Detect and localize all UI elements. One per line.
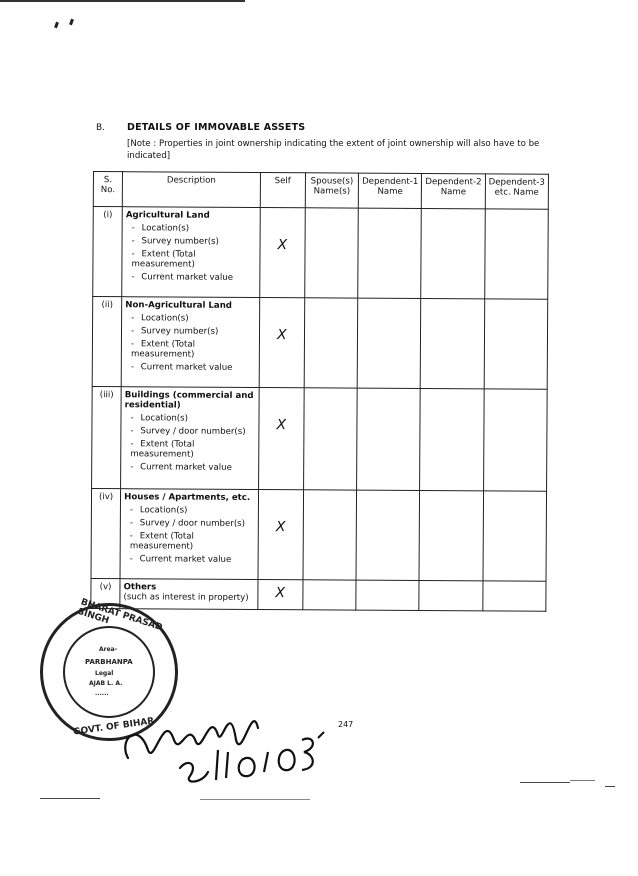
cross-mark: X bbox=[276, 417, 287, 434]
section-number: B. bbox=[96, 123, 106, 133]
header-sno: S. No. bbox=[93, 172, 122, 207]
row-description bbox=[122, 207, 260, 298]
seal-center-line: ...... bbox=[95, 690, 109, 697]
row-dependent-2 bbox=[421, 299, 485, 389]
row-dependent-1 bbox=[357, 388, 421, 490]
header-dependent-2: Dependent-2 Name bbox=[422, 174, 485, 209]
row-item: - Location(s) bbox=[124, 505, 255, 516]
row-dependent-2 bbox=[420, 389, 484, 491]
row-self bbox=[259, 298, 305, 388]
header-spouse: Spouse(s) Name(s) bbox=[305, 173, 358, 208]
row-description bbox=[120, 489, 258, 580]
row-dependent-1 bbox=[356, 580, 419, 610]
row-dependent-3 bbox=[483, 491, 547, 581]
row-title: Non-Agricultural Land bbox=[125, 300, 233, 311]
row-dependent-2 bbox=[419, 491, 483, 581]
header-self: Self bbox=[260, 173, 305, 208]
row-item: - Extent (Total measurement) bbox=[125, 339, 256, 360]
row-title: Houses / Apartments, etc. bbox=[124, 492, 251, 503]
row-item: - Current market value bbox=[124, 554, 255, 565]
cross-mark: X bbox=[276, 327, 287, 344]
table-row bbox=[92, 297, 548, 390]
scan-speck bbox=[69, 19, 74, 26]
scan-artifact bbox=[40, 798, 100, 799]
row-spouse bbox=[304, 298, 358, 388]
row-sno: (ii) bbox=[92, 297, 122, 387]
row-spouse bbox=[303, 580, 356, 610]
row-description bbox=[121, 387, 259, 490]
row-dependent-3 bbox=[482, 581, 546, 611]
scan-artifact bbox=[570, 780, 595, 781]
row-self bbox=[258, 388, 304, 490]
scan-speck bbox=[54, 22, 59, 29]
row-subtitle: (such as interest in property) bbox=[123, 592, 249, 603]
row-item: - Location(s) bbox=[125, 313, 256, 324]
row-dependent-3 bbox=[484, 209, 548, 299]
row-self bbox=[259, 208, 305, 298]
row-item: - Extent (Total measurement) bbox=[124, 531, 255, 552]
row-sno: (i) bbox=[93, 207, 123, 297]
row-item: - Extent (Total measurement) bbox=[124, 439, 255, 460]
scan-top-border bbox=[0, 0, 245, 2]
seal-center-line: PARBHANPA bbox=[85, 658, 133, 666]
row-spouse bbox=[303, 490, 357, 580]
row-title: Buildings (commercial and residential) bbox=[124, 390, 254, 411]
page-number: 247 bbox=[338, 720, 354, 729]
row-sno: (iii) bbox=[92, 386, 122, 488]
row-description bbox=[121, 297, 259, 388]
row-sno: (iv) bbox=[91, 488, 121, 578]
row-dependent-1 bbox=[357, 298, 421, 388]
seal-center-line: Legal bbox=[95, 670, 114, 677]
row-dependent-3 bbox=[484, 299, 548, 389]
row-dependent-2 bbox=[421, 209, 485, 299]
row-item: - Location(s) bbox=[126, 223, 257, 234]
handwritten-signature bbox=[118, 680, 338, 790]
seal-center-line: Area- bbox=[99, 646, 118, 653]
cross-mark: X bbox=[275, 585, 286, 602]
immovable-assets-table bbox=[90, 171, 549, 612]
row-dependent-1 bbox=[358, 208, 422, 298]
seal-ring-bottom-text: GOVT. OF BIHAR bbox=[72, 716, 155, 738]
table-row bbox=[93, 207, 549, 300]
row-title: Agricultural Land bbox=[125, 210, 210, 221]
cross-mark: X bbox=[275, 519, 286, 536]
row-item: - Survey / door number(s) bbox=[125, 426, 256, 437]
row-description bbox=[120, 579, 258, 610]
header-dependent-1: Dependent-1 Name bbox=[358, 173, 421, 208]
header-dependent-3: Dependent-3 etc. Name bbox=[485, 174, 549, 209]
seal-ring-top-text: BHARAT PRASAD SINGH bbox=[76, 597, 164, 634]
row-dependent-1 bbox=[356, 490, 420, 580]
row-item: - Survey number(s) bbox=[125, 326, 256, 337]
row-dependent-2 bbox=[419, 581, 482, 611]
row-title: Others bbox=[123, 582, 157, 593]
table-row bbox=[91, 488, 547, 581]
section-title: DETAILS OF IMMOVABLE ASSETS bbox=[127, 122, 306, 133]
row-item: - Survey / door number(s) bbox=[124, 518, 255, 529]
row-item: - Current market value bbox=[124, 462, 255, 473]
cross-mark: X bbox=[277, 237, 288, 254]
row-item: - Current market value bbox=[125, 272, 256, 283]
row-spouse bbox=[305, 208, 359, 298]
table-header-row bbox=[93, 172, 548, 210]
row-self bbox=[258, 580, 303, 610]
header-description: Description bbox=[122, 172, 260, 208]
scan-artifact bbox=[520, 782, 570, 783]
seal-center-line: AJAB L. A. bbox=[89, 680, 123, 687]
scan-artifact bbox=[605, 786, 615, 787]
row-self bbox=[258, 490, 304, 580]
row-dependent-3 bbox=[483, 389, 547, 491]
row-item: - Location(s) bbox=[125, 413, 256, 424]
row-item: - Survey number(s) bbox=[126, 236, 257, 247]
section-note: [Note : Properties in joint ownership indicating the extent of joint ownership will also have to be indicated] bbox=[127, 139, 540, 161]
table-row bbox=[92, 386, 548, 491]
scan-artifact bbox=[200, 799, 310, 800]
row-item: - Extent (Total measurement) bbox=[126, 249, 257, 270]
table-row bbox=[91, 578, 546, 611]
row-sno: (v) bbox=[91, 578, 120, 608]
row-spouse bbox=[303, 388, 357, 490]
row-item: - Current market value bbox=[125, 362, 256, 373]
